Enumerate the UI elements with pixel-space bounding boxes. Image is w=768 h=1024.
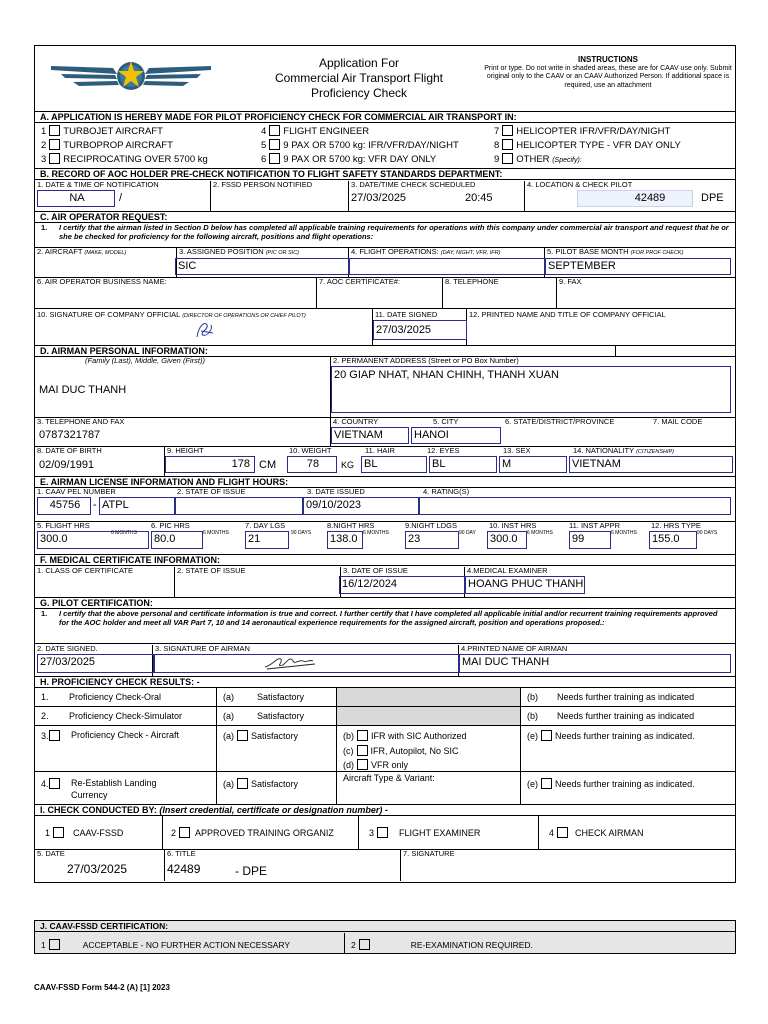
checkbox[interactable] bbox=[357, 745, 368, 756]
option-turbojet[interactable]: 1 TURBOJET AIRCRAFT bbox=[41, 126, 163, 137]
section-g-heading: G. PILOT CERTIFICATION: bbox=[35, 598, 735, 609]
section-i-heading: I. CHECK CONDUCTED BY: (Insert credential, certificate or designation number) - bbox=[35, 805, 735, 816]
checkbox[interactable] bbox=[541, 778, 552, 789]
date-of-birth[interactable]: 02/09/1991 bbox=[39, 459, 95, 471]
section-d-heading: D. AIRMAN PERSONAL INFORMATION: bbox=[35, 346, 735, 357]
assigned-position-field[interactable]: SIC bbox=[175, 258, 349, 275]
name-row: (Family (Last), Middle, Given (First)) 2. PERMANENT ADDRESS (Street or PO Box Number) MAI DUC THANH 20 GIAP NHAT, NHAN CHINH, THANH XUAN bbox=[35, 357, 735, 418]
inst-hrs-field[interactable]: 300.0 bbox=[487, 531, 527, 549]
result-row-aircraft: 3. Proficiency Check - Aircraft (a) Satisfactory (b) IFR with SIC Authorized (c) IFR, Autopilot, No SIC (d) VFR only (e) Needs further training as indicated. bbox=[35, 726, 735, 772]
checkbox[interactable] bbox=[49, 139, 60, 150]
operator-certification: 1. I certify that the airman listed in Section D below has completed all applicable training requirements for operations with this company under commercial air transport and request that he or she be checked for proficiency for the following aircraft, positions and flight operations: bbox=[35, 223, 735, 248]
pilot-name-field[interactable]: MAI DUC THANH bbox=[459, 654, 731, 673]
scheduled-time[interactable]: 20:45 bbox=[465, 192, 493, 204]
section-e-heading: E. AIRMAN LICENSE INFORMATION AND FLIGHT HOURS: bbox=[35, 477, 735, 488]
check-oral-label: Proficiency Check-Oral bbox=[69, 692, 162, 702]
weight-unit: KG bbox=[341, 460, 355, 470]
option-helicopter-ifr[interactable]: 7 HELICOPTER IFR/VFR/DAY/NIGHT bbox=[494, 126, 671, 137]
option-helicopter-vfr[interactable]: 8 HELICOPTER TYPE - VFR DAY ONLY bbox=[494, 140, 681, 151]
form-header bbox=[35, 46, 735, 112]
section-c-heading: C. AIR OPERATOR REQUEST: bbox=[35, 212, 735, 223]
flight-hrs-field[interactable]: 300.0 bbox=[37, 531, 149, 549]
company-signature-icon bbox=[193, 319, 217, 341]
inst-appr-field[interactable]: 99 bbox=[569, 531, 611, 549]
airman-signature-icon bbox=[263, 653, 319, 673]
checkbox[interactable] bbox=[357, 759, 368, 770]
option-other[interactable]: 9 OTHER (Specify): bbox=[494, 154, 582, 165]
conducted-row: 1 CAAV-FSSD 2 APPROVED TRAINING ORGANIZ 3 FLIGHT EXAMINER 4 CHECK AIRMAN bbox=[35, 816, 735, 850]
scheduled-cell: 3. DATE/TIME CHECK SCHEDULED bbox=[349, 181, 525, 211]
conducted-detail-row: 5. DATE 6. TITLE 7. SIGNATURE 27/03/2025 42489 - DPE bbox=[35, 850, 735, 881]
checkbox[interactable] bbox=[49, 730, 60, 741]
signature-row: 10. SIGNATURE OF COMPANY OFFICIAL (DIRECTOR OF OPERATIONS OR CHIEF PILOT) 11. DATE SIGNED 12. PRINTED NAME AND TITLE OF COMPANY OFFICIAL 27/03/2025 bbox=[35, 309, 735, 345]
option-turboprop[interactable]: 2 TURBOPROP AIRCRAFT bbox=[41, 140, 173, 151]
checkbox[interactable] bbox=[357, 730, 368, 741]
notification-field[interactable]: NA bbox=[37, 190, 115, 207]
location-code-field[interactable]: 42489 bbox=[577, 190, 693, 207]
checkbox[interactable] bbox=[237, 778, 248, 789]
hair-field[interactable]: BL bbox=[361, 456, 427, 473]
caav-wings-logo-icon bbox=[51, 56, 211, 92]
checkbox[interactable] bbox=[49, 939, 60, 950]
section-b-heading: B. RECORD OF AOC HOLDER PRE-CHECK NOTIFICATION TO FLIGHT SAFETY STANDARDS DEPARTMENT: bbox=[35, 169, 735, 180]
title-line-2: Commercial Air Transport Flight bbox=[274, 71, 444, 85]
checkbox[interactable] bbox=[502, 153, 513, 164]
checkbox[interactable] bbox=[53, 827, 64, 838]
section-i bbox=[35, 805, 735, 882]
contact-row: 3. TELEPHONE AND FAX 4. COUNTRY 5. CITY 6. STATE/DISTRICT/PROVINCE 7. MAIL CODE 0787321787 VIETNAM HANOI bbox=[35, 418, 735, 447]
city-field[interactable]: HANOI bbox=[411, 427, 501, 444]
check-date[interactable]: 27/03/2025 bbox=[67, 862, 128, 876]
address-field[interactable]: 20 GIAP NHAT, NHAN CHINH, THANH XUAN bbox=[331, 366, 731, 413]
ratings-field[interactable] bbox=[419, 497, 731, 515]
checkbox[interactable] bbox=[49, 153, 60, 164]
option-flight-engineer[interactable]: 4 FLIGHT ENGINEER bbox=[261, 126, 370, 137]
section-b bbox=[35, 169, 735, 212]
application-form bbox=[34, 45, 736, 883]
result-row-simulator: 2. Proficiency Check-Simulator (a) Satisfactory (b) Needs further training as indicated bbox=[35, 707, 735, 726]
checkbox[interactable] bbox=[541, 730, 552, 741]
country-field[interactable]: VIETNAM bbox=[331, 427, 409, 444]
dash: - bbox=[93, 499, 97, 511]
check-title-role[interactable]: - DPE bbox=[235, 864, 268, 878]
aircraft-row: 2. AIRCRAFT (MAKE, MODEL) 3. ASSIGNED POSITION (PIC OR SIC) 4. FLIGHT OPERATIONS: (DAY, NIGHT, VFR, IFR) 5. PILOT BASE MONTH (FOR PROF CHECK) SIC SEPTEMBER bbox=[35, 248, 735, 278]
pel-type-field[interactable]: ATPL bbox=[99, 497, 175, 515]
option-9pax-ifr[interactable]: 5 9 PAX OR 5700 kg: IFR/VFR/DAY/NIGHT bbox=[261, 140, 459, 151]
slash: / bbox=[119, 192, 123, 204]
state-of-issue-field[interactable] bbox=[175, 497, 303, 515]
option-reciprocating[interactable]: 3 RECIPROCATING OVER 5700 kg bbox=[41, 154, 208, 165]
flight-ops-field[interactable] bbox=[349, 258, 545, 275]
section-a-heading: A. APPLICATION IS HEREBY MADE FOR PILOT PROFICIENCY CHECK FOR COMMERCIAL AIR TRANSPORT IN: bbox=[35, 112, 735, 123]
height-field[interactable]: 178 bbox=[165, 456, 255, 473]
check-title-code[interactable]: 42489 bbox=[167, 862, 201, 876]
section-h bbox=[35, 677, 735, 805]
option-9pax-vfr[interactable]: 6 9 PAX OR 5700 kg: VFR DAY ONLY bbox=[261, 154, 437, 165]
weight-field[interactable]: 78 bbox=[287, 456, 337, 473]
height-unit: CM bbox=[259, 459, 277, 471]
instructions-text: Print or type. Do not write in shaded areas, these are for CAAV use only. Submit original only to the CAAV or an CAAV Authorized Person. If additional space is required, use an attachment bbox=[484, 64, 732, 89]
medical-examiner-field[interactable]: HOANG PHUC THANH bbox=[465, 576, 585, 594]
date-issued-field[interactable]: 09/10/2023 bbox=[303, 497, 419, 515]
checkbox[interactable] bbox=[557, 827, 568, 838]
pic-hrs-field[interactable]: 80.0 bbox=[151, 531, 203, 549]
check-simulator-label: Proficiency Check-Simulator bbox=[69, 711, 183, 721]
business-row: 6. AIR OPERATOR BUSINESS NAME: 7. AOC CERTIFICATE#: 8. TELEPHONE 9. FAX bbox=[35, 278, 735, 309]
form-title bbox=[231, 56, 487, 101]
section-j-heading: J. CAAV-FSSD CERTIFICATION: bbox=[35, 921, 735, 932]
checkbox[interactable] bbox=[269, 153, 280, 164]
pel-number-field[interactable]: 45756 bbox=[37, 497, 91, 515]
eyes-field[interactable]: BL bbox=[429, 456, 497, 473]
checkbox[interactable] bbox=[237, 730, 248, 741]
notification-cell: 1. DATE & TIME OF NOTIFICATION bbox=[35, 181, 211, 211]
section-c bbox=[35, 212, 735, 346]
pilot-date-field[interactable]: 27/03/2025 bbox=[37, 654, 155, 673]
location-title[interactable]: DPE bbox=[701, 192, 724, 204]
telephone[interactable]: 0787321787 bbox=[39, 429, 101, 441]
fssd-person-cell: 2. FSSD PERSON NOTIFIED bbox=[211, 181, 349, 211]
checkbox[interactable] bbox=[377, 827, 388, 838]
hrs-type-field[interactable]: 155.0 bbox=[649, 531, 697, 549]
airman-name[interactable]: MAI DUC THANH bbox=[39, 384, 127, 396]
physical-row: 8. DATE OF BIRTH 9. HEIGHT 10. WEIGHT 11. HAIR 12. EYES 13. SEX 14. NATIONALITY (CITIZENSHIP) 02/09/1991 178 CM 78 KG BL BL M VIETNAM bbox=[35, 447, 735, 476]
checkbox[interactable] bbox=[269, 139, 280, 150]
location-cell: 4. LOCATION & CHECK PILOT bbox=[527, 181, 633, 189]
checkbox[interactable] bbox=[502, 125, 513, 136]
nationality-field[interactable]: VIETNAM bbox=[569, 456, 733, 473]
section-f-heading: F. MEDICAL CERTIFICATE INFORMATION: bbox=[35, 555, 735, 566]
checkbox[interactable] bbox=[49, 125, 60, 136]
checkbox[interactable] bbox=[179, 827, 190, 838]
pilot-certification: 1. I certify that the above personal and certificate information is true and correct. I further certify that I have completed all applicable initial and/or recurrent training requirements approved for the AOC holder and meet all VAR Part 7, 10 and 14 aeronautical experience requirements for the assigned aircraft, position and operations proposed.: bbox=[35, 609, 735, 644]
scheduled-date[interactable]: 27/03/2025 bbox=[351, 192, 407, 204]
title-line-3: Proficiency Check bbox=[310, 86, 408, 100]
base-month-field[interactable]: SEPTEMBER bbox=[545, 258, 731, 275]
night-ldgs-field[interactable]: 23 bbox=[405, 531, 459, 549]
instructions-title: INSTRUCTIONS bbox=[578, 55, 638, 64]
result-row-landing: 4. Re-Establish Landing Currency (a) Satisfactory Aircraft Type & Variant: (e) Needs further training as indicated. bbox=[35, 772, 735, 804]
checkbox[interactable] bbox=[49, 778, 60, 789]
section-a bbox=[35, 112, 735, 169]
medical-date-field[interactable]: 16/12/2024 bbox=[339, 576, 465, 594]
section-j: J. CAAV-FSSD CERTIFICATION: 1 ACCEPTABLE - NO FURTHER ACTION NECESSARY 2 RE-EXAMINATION REQUIRED. bbox=[34, 920, 736, 954]
date-signed-field[interactable]: 27/03/2025 bbox=[373, 320, 467, 340]
section-f: F. MEDICAL CERTIFICATE INFORMATION: 1. CLASS OF CERTIFICATE 2. STATE OF ISSUE 3. DATE OF ISSUE 4.MEDICAL EXAMINER 16/12/2024 HOANG PHUC THANH bbox=[35, 555, 735, 598]
checkbox[interactable] bbox=[502, 139, 513, 150]
checkbox[interactable] bbox=[269, 125, 280, 136]
section-d bbox=[35, 346, 735, 477]
title-line-1: Application For bbox=[318, 56, 400, 70]
license-row: 1. CAAV PEL NUMBER 2. STATE OF ISSUE 3. DATE ISSUED 4. RATING(S) 45756 - ATPL 09/10/2023 bbox=[35, 488, 735, 522]
form-footer: CAAV-FSSD Form 544-2 (A) [1] 2023 bbox=[34, 983, 170, 992]
section-h-heading: H. PROFICIENCY CHECK RESULTS: - bbox=[35, 677, 735, 688]
day-lgs-field[interactable]: 21 bbox=[245, 531, 289, 549]
night-hrs-field[interactable]: 138.0 bbox=[327, 531, 363, 549]
sex-field[interactable]: M bbox=[499, 456, 567, 473]
section-e bbox=[35, 477, 735, 555]
result-row-oral: 1. Proficiency Check-Oral (a) Satisfactory (b) Needs further training as indicated bbox=[35, 688, 735, 707]
section-g: G. PILOT CERTIFICATION: 1. I certify that the above personal and certificate information is true and correct. I further certify that I have completed all applicable initial and/or recurrent training requirements approved for the AOC holder and meet all VAR Part 7, 10 and 14 aeronautical experience requirements for the assigned aircraft, position and operations proposed.: 2. DATE SIGNED. 3. SIGNATURE OF AIRMAN 4.PRINTED NAME OF AIRMAN 27/03/2025 MAI DUC THANH bbox=[35, 598, 735, 677]
checkbox[interactable] bbox=[359, 939, 370, 950]
instructions bbox=[483, 56, 733, 90]
hours-row: 5. FLIGHT HRS 6. PIC HRS 7. DAY LGS 8.NIGHT HRS 9.NIGHT LDGS 10. INST HRS 11. INST APPR 12. HRS TYPE 6 MONTHS 6 MONTHS 90 DAYS 6 MONTHS 90 DAY 6 MONTHS 6 MONTHS 90 DAYS 300.0 80.0 21 138.0 23 300.0 99 155.0 bbox=[35, 522, 735, 553]
